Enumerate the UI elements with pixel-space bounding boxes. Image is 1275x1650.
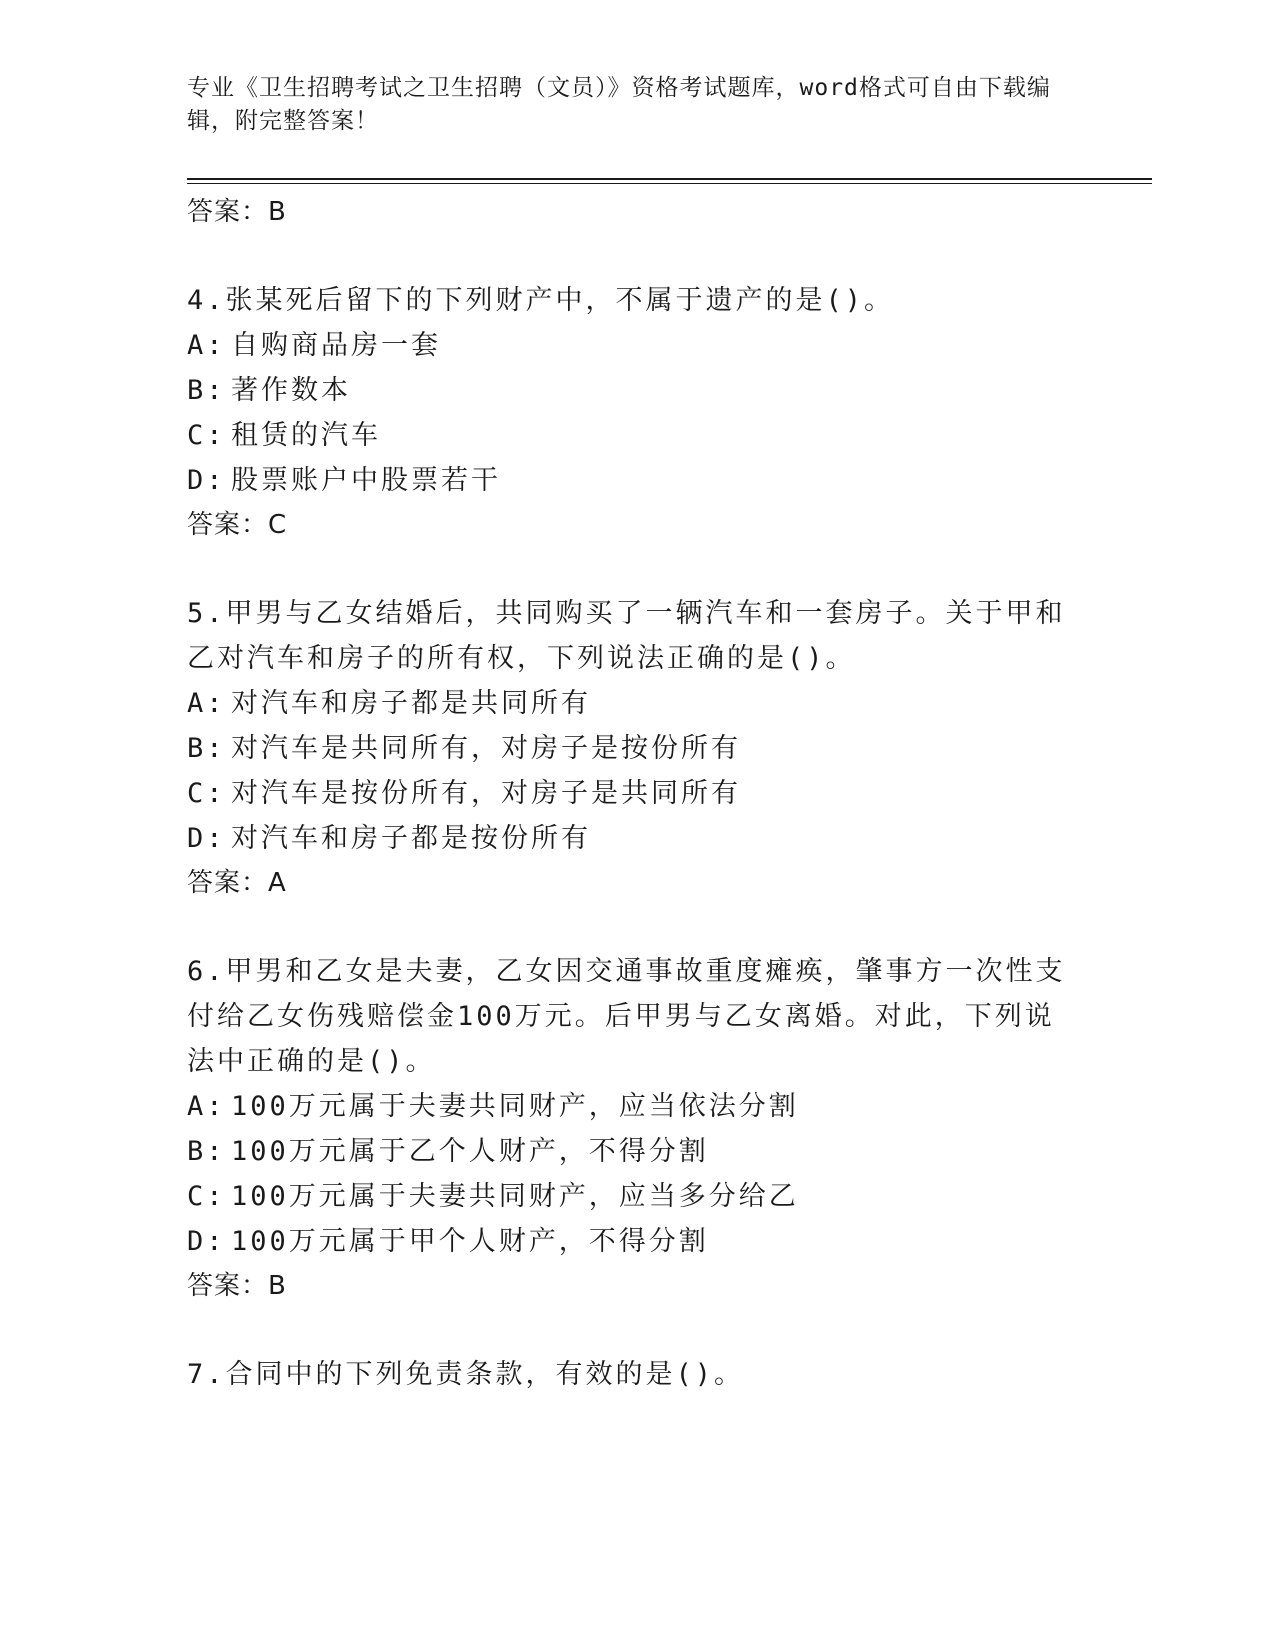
option-letter: A: <box>187 330 226 361</box>
question-stem: 5.甲男与乙女结婚后，共同购买了一辆汽车和一套房子。关于甲和乙对汽车和房子的所有权，下列说法正确的是()。 <box>187 598 1066 674</box>
option-b <box>187 1129 1067 1174</box>
option-letter: A: <box>187 1091 226 1122</box>
option-d <box>187 458 1067 503</box>
option-text: 著作数本 <box>231 375 351 406</box>
question-5 <box>187 591 1067 905</box>
option-text: 100万元属于乙个人财产，不得分割 <box>231 1136 709 1167</box>
option-a <box>187 1084 1067 1129</box>
option-letter: D: <box>187 1226 226 1257</box>
option-letter: C: <box>187 1181 226 1212</box>
option-c <box>187 771 1067 816</box>
question-stem: 4.张某死后留下的下列财产中，不属于遗产的是()。 <box>187 285 895 316</box>
option-c <box>187 1174 1067 1219</box>
option-text: 租赁的汽车 <box>231 420 381 451</box>
option-d <box>187 816 1067 861</box>
option-text: 自购商品房一套 <box>231 330 441 361</box>
answer-line: 答案：B <box>187 1271 287 1301</box>
option-text: 对汽车是按份所有，对房子是共同所有 <box>231 778 741 809</box>
answer-line: 答案：B <box>187 197 287 227</box>
option-letter: C: <box>187 778 226 809</box>
question-stem: 7.合同中的下列免责条款，有效的是()。 <box>187 1359 745 1390</box>
option-text: 股票账户中股票若干 <box>231 465 501 496</box>
option-d <box>187 1219 1067 1264</box>
option-b <box>187 726 1067 771</box>
answer-line: 答案：C <box>187 510 288 540</box>
question-7 <box>187 1352 1067 1397</box>
option-a <box>187 323 1067 368</box>
document-header: 专业《卫生招聘考试之卫生招聘（文员）》资格考试题库，word格式可自由下载编辑，附完整答案！ <box>187 75 1051 134</box>
option-letter: D: <box>187 465 226 496</box>
document-content <box>187 190 1067 1397</box>
header-rule-thick <box>187 178 1152 180</box>
answer-line: 答案：A <box>187 868 287 898</box>
option-letter: A: <box>187 688 226 719</box>
option-text: 100万元属于甲个人财产，不得分割 <box>231 1226 709 1257</box>
option-a <box>187 681 1067 726</box>
option-letter: B: <box>187 733 226 764</box>
option-text: 对汽车和房子都是共同所有 <box>231 688 591 719</box>
option-letter: D: <box>187 823 226 854</box>
option-text: 100万元属于夫妻共同财产，应当依法分割 <box>231 1091 799 1122</box>
option-c <box>187 413 1067 458</box>
option-text: 对汽车和房子都是按份所有 <box>231 823 591 854</box>
option-letter: C: <box>187 420 226 451</box>
option-text: 100万元属于夫妻共同财产，应当多分给乙 <box>231 1181 799 1212</box>
option-text: 对汽车是共同所有，对房子是按份所有 <box>231 733 741 764</box>
question-stem: 6.甲男和乙女是夫妻，乙女因交通事故重度瘫痪，肇事方一次性支付给乙女伤残赔偿金100万元。后甲男与乙女离婚。对此，下列说法中正确的是()。 <box>187 956 1066 1077</box>
header-rule-thin <box>187 183 1152 184</box>
question-6 <box>187 949 1067 1308</box>
option-b <box>187 368 1067 413</box>
option-letter: B: <box>187 1136 226 1167</box>
question-4 <box>187 278 1067 547</box>
option-letter: B: <box>187 375 226 406</box>
